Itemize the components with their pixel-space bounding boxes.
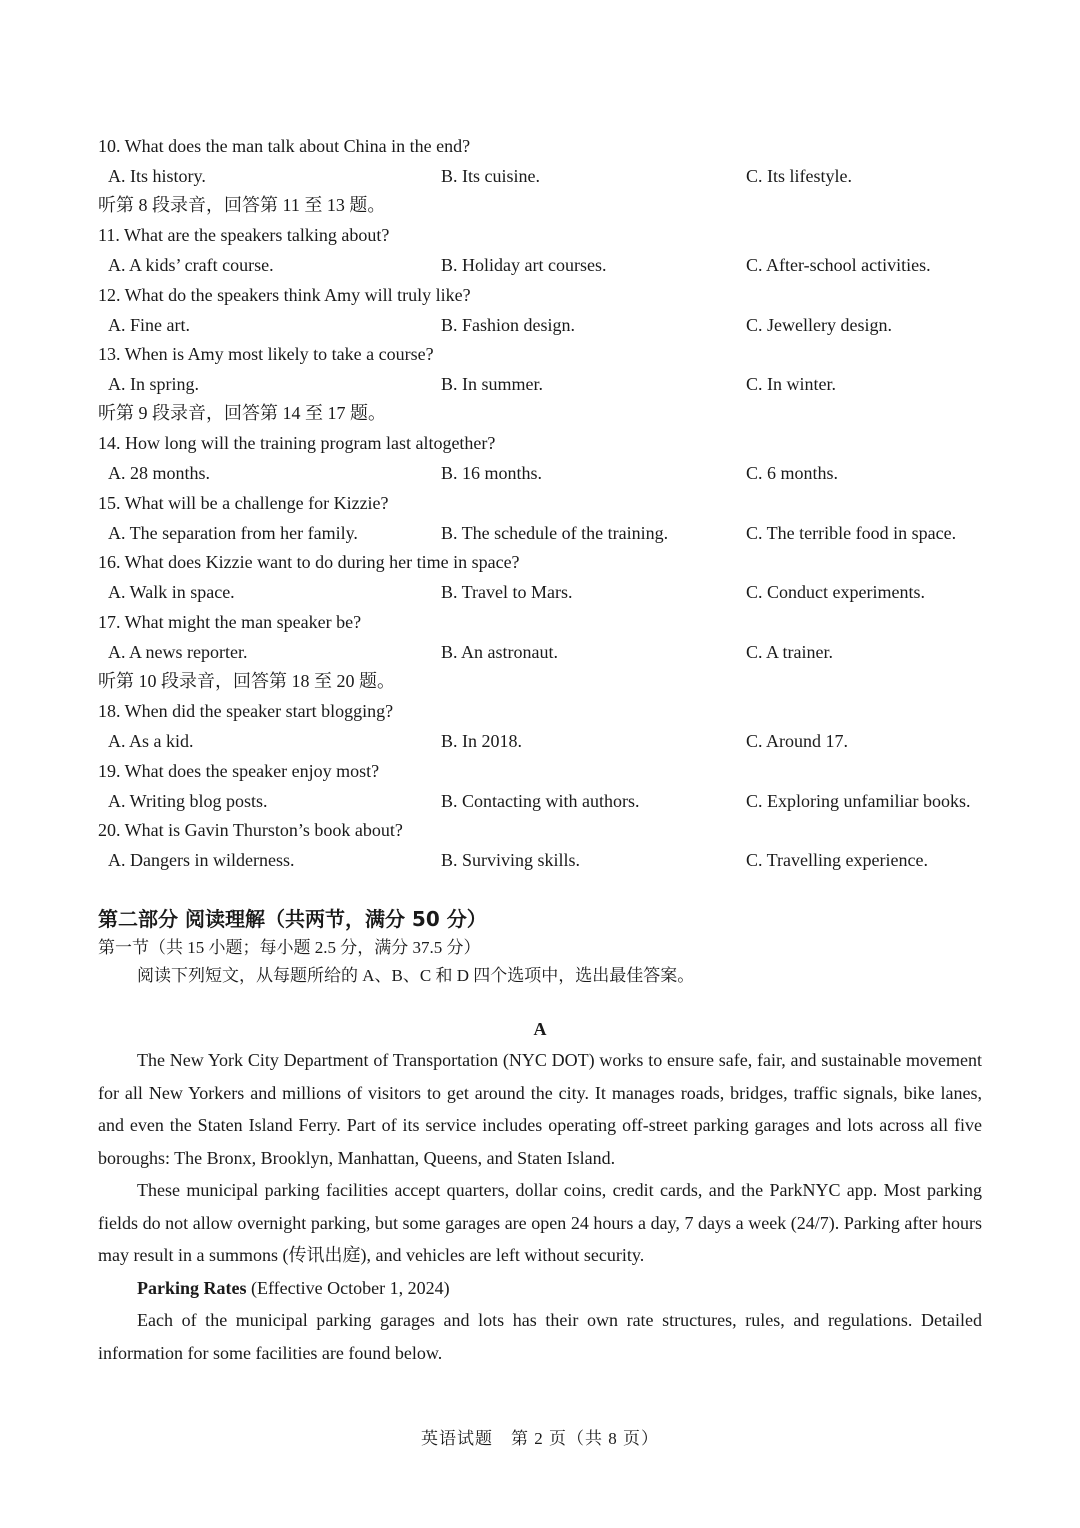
question-17-stem: 17. What might the man speaker be? [98, 612, 362, 632]
segment-10-instruction: 听第 10 段录音，回答第 18 至 20 题。 [98, 671, 395, 691]
part-2-instruction: 阅读下列短文，从每题所给的 A、B、C 和 D 四个选项中，选出最佳答案。 [137, 966, 695, 985]
question-14-option-b: B. 16 months. [441, 463, 543, 483]
question-13-stem: 13. When is Amy most likely to take a course? [98, 344, 434, 364]
question-18-stem: 18. When did the speaker start blogging? [98, 701, 394, 721]
question-11-option-c: C. After-school activities. [746, 255, 931, 275]
passage-paragraph-2: These municipal parking facilities accept quarters, dollar coins, credit cards, and the ParkNYC app. Most parking fields do not allow overnight parking, but some garages are open 24 hours a day, 7 days a week (24/7). Parking after hours may result in a summons (传讯出庭), and vehicles are left without security. [98, 1180, 982, 1265]
question-11-option-b: B. Holiday art courses. [441, 255, 607, 275]
question-12-stem: 12. What do the speakers think Amy will truly like? [98, 285, 471, 305]
question-15-option-c: C. The terrible food in space. [746, 523, 957, 543]
question-14-option-a: A. 28 months. [108, 463, 211, 483]
page-footer: 英语试题 第 2 页（共 8 页） [421, 1429, 659, 1448]
part-2-section-1-subtitle: 第一节（共 15 小题；每小题 2.5 分，满分 37.5 分） [98, 938, 481, 957]
question-13-option-c: C. In winter. [746, 374, 836, 394]
passage-paragraph-3 [98, 1272, 982, 1305]
segment-9-instruction: 听第 9 段录音，回答第 14 至 17 题。 [98, 403, 386, 423]
question-10-stem: 10. What does the man talk about China in the end? [98, 136, 471, 156]
question-10-option-a: A. Its history. [108, 166, 206, 186]
question-12-option-a: A. Fine art. [108, 315, 190, 335]
question-19-option-b: B. Contacting with authors. [441, 791, 640, 811]
question-16-stem: 16. What does Kizzie want to do during her time in space? [98, 552, 520, 572]
question-10-option-c: C. Its lifestyle. [746, 166, 852, 186]
question-16-option-b: B. Travel to Mars. [441, 582, 573, 602]
question-19-stem: 19. What does the speaker enjoy most? [98, 761, 380, 781]
question-20-option-a: A. Dangers in wilderness. [108, 850, 295, 870]
question-16-option-a: A. Walk in space. [108, 582, 235, 602]
question-20-option-c: C. Travelling experience. [746, 850, 928, 870]
question-15-stem: 15. What will be a challenge for Kizzie? [98, 493, 389, 513]
question-14-option-c: C. 6 months. [746, 463, 839, 483]
parking-rates-heading: Parking Rates [137, 1278, 247, 1298]
question-18-option-a: A. As a kid. [108, 731, 194, 751]
question-17-option-b: B. An astronaut. [441, 642, 558, 662]
segment-8-instruction: 听第 8 段录音，回答第 11 至 13 题。 [98, 195, 386, 215]
question-17-option-c: C. A trainer. [746, 642, 833, 662]
part-2-title: 第二部分 阅读理解（共两节，满分 50 分） [98, 907, 487, 931]
question-10-option-b: B. Its cuisine. [441, 166, 540, 186]
question-20-stem: 20. What is Gavin Thurston’s book about? [98, 820, 403, 840]
question-14-stem: 14. How long will the training program last altogether? [98, 433, 496, 453]
question-15-option-a: A. The separation from her family. [108, 523, 358, 543]
question-18-option-b: B. In 2018. [441, 731, 522, 751]
question-11-stem: 11. What are the speakers talking about? [98, 225, 390, 245]
question-20-option-b: B. Surviving skills. [441, 850, 581, 870]
question-17-option-a: A. A news reporter. [108, 642, 248, 662]
question-18-option-c: C. Around 17. [746, 731, 849, 751]
question-11-option-a: A. A kids’ craft course. [108, 255, 274, 275]
passage-paragraph-4: Each of the municipal parking garages and lots has their own rate structures, rules, and regulations. Detailed information for some facilities are found below. [98, 1310, 982, 1363]
question-15-option-b: B. The schedule of the training. [441, 523, 669, 543]
passage-paragraph-1: The New York City Department of Transportation (NYC DOT) works to ensure safe, fair, and sustainable movement for all New Yorkers and millions of visitors to get around the city. It manages roads, bridges, traffic signals, bike lanes, and even the Staten Island Ferry. Part of its service includes operating off-street parking garages and lots across all five boroughs: The Bronx, Brooklyn, Manhattan, Queens, and Staten Island. [98, 1050, 982, 1168]
question-16-option-c: C. Conduct experiments. [746, 582, 925, 602]
question-12-option-b: B. Fashion design. [441, 315, 576, 335]
question-19-option-a: A. Writing blog posts. [108, 791, 268, 811]
passage-letter: A [533, 1019, 547, 1039]
parking-rates-effective-date: (Effective October 1, 2024) [246, 1278, 450, 1298]
question-13-option-b: B. In summer. [441, 374, 543, 394]
question-12-option-c: C. Jewellery design. [746, 315, 892, 335]
question-19-option-c: C. Exploring unfamiliar books. [746, 791, 971, 811]
question-13-option-a: A. In spring. [108, 374, 199, 394]
